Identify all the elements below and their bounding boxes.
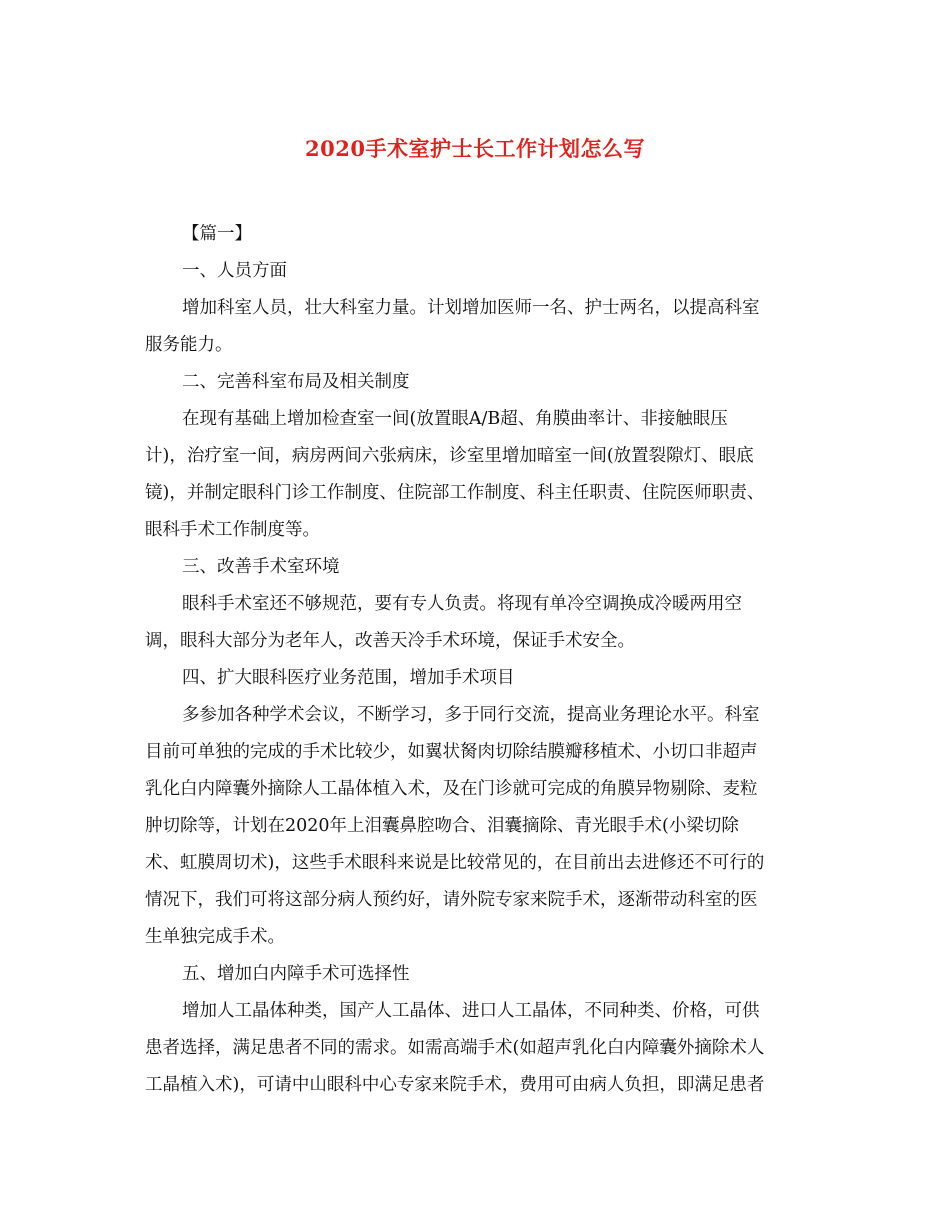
heading-3: 三、改善手术室环境 bbox=[182, 557, 340, 577]
paragraph-line: 计)，治疗室一间，病房两间六张病床，诊室里增加暗室一间(放置裂隙灯、眼底 bbox=[145, 446, 754, 466]
paragraph-line: 镜)，并制定眼科门诊工作制度、住院部工作制度、科主任职责、住院医师职责、 bbox=[145, 483, 765, 503]
paragraph-line: 服务能力。 bbox=[145, 335, 233, 355]
paragraph-line: 多参加各种学术会议，不断学习，多于同行交流，提高业务理论水平。科室 bbox=[182, 705, 760, 725]
document-title: 2020手术室护士长工作计划怎么写 bbox=[305, 136, 645, 161]
heading-2: 二、完善科室布局及相关制度 bbox=[182, 372, 410, 392]
section-heading: 【篇一】 bbox=[182, 224, 252, 244]
heading-4: 四、扩大眼科医疗业务范围，增加手术项目 bbox=[182, 668, 515, 688]
paragraph-line: 增加人工晶体种类，国产人工晶体、进口人工晶体，不同种类、价格，可供 bbox=[182, 1001, 760, 1021]
paragraph-line: 生单独完成手术。 bbox=[145, 927, 285, 947]
paragraph-line: 调，眼科大部分为老年人，改善天冷手术环境，保证手术安全。 bbox=[145, 631, 635, 651]
paragraph-line: 目前可单独的完成的手术比较少，如翼状胬肉切除结膜瓣移植术、小切口非超声 bbox=[145, 742, 758, 762]
paragraph-line: 肿切除等，计划在2020年上泪囊鼻腔吻合、泪囊摘除、青光眼手术(小梁切除 bbox=[145, 816, 739, 836]
paragraph-line: 在现有基础上增加检查室一间(放置眼A/B超、角膜曲率计、非接触眼压 bbox=[182, 409, 728, 429]
paragraph-line: 眼科手术室还不够规范，要有专人负责。将现有单冷空调换成冷暖两用空 bbox=[182, 594, 742, 614]
paragraph-line: 增加科室人员，壮大科室力量。计划增加医师一名、护士两名，以提高科室 bbox=[182, 298, 760, 318]
paragraph-line: 患者选择，满足患者不同的需求。如需高端手术(如超声乳化白内障囊外摘除术人 bbox=[145, 1038, 765, 1058]
paragraph-line: 术、虹膜周切术)，这些手术眼科来说是比较常见的，在目前出去进修还不可行的 bbox=[145, 853, 765, 873]
paragraph-line: 乳化白内障囊外摘除人工晶体植入术，及在门诊就可完成的角膜异物剔除、麦粒 bbox=[145, 779, 758, 799]
heading-1: 一、人员方面 bbox=[182, 261, 287, 281]
paragraph-line: 眼科手术工作制度等。 bbox=[145, 520, 320, 540]
heading-5: 五、增加白内障手术可选择性 bbox=[182, 964, 410, 984]
paragraph-line: 工晶植入术)，可请中山眼科中心专家来院手术，费用可由病人负担，即满足患者 bbox=[145, 1075, 765, 1095]
paragraph-line: 情况下，我们可将这部分病人预约好，请外院专家来院手术，逐渐带动科室的医 bbox=[145, 890, 758, 910]
